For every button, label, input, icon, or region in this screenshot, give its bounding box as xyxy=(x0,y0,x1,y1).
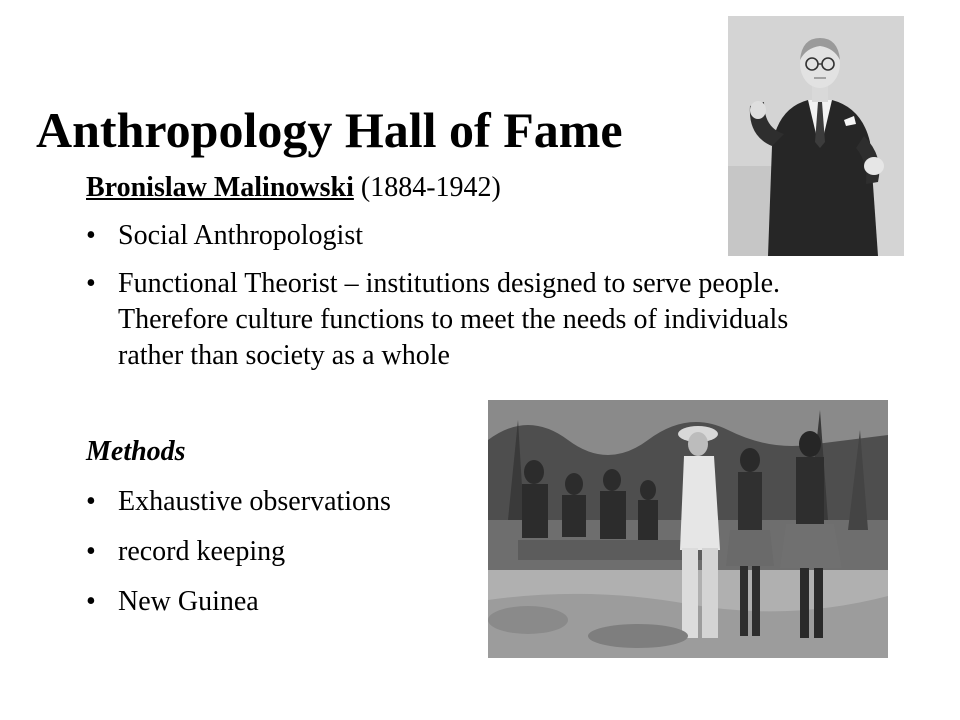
portrait-photo xyxy=(728,16,904,256)
portrait-illustration xyxy=(728,16,904,256)
bullet-dot: • xyxy=(86,486,96,517)
bullet-social-anthropologist xyxy=(86,218,363,254)
subject-years: (1884-1942) xyxy=(360,172,501,203)
methods-heading: Methods xyxy=(86,436,186,467)
bullet-new-guinea xyxy=(86,584,259,620)
bullet-record-keeping xyxy=(86,534,285,570)
bullet-dot: • xyxy=(86,536,96,567)
field-illustration xyxy=(488,400,888,658)
bullet-text: Exhaustive observations xyxy=(118,486,391,517)
bullet-dot: • xyxy=(86,268,96,299)
bullet-functional-theorist xyxy=(86,266,836,374)
field-photo xyxy=(488,400,888,658)
bullet-exhaustive-observations xyxy=(86,484,391,520)
subject-line xyxy=(86,170,501,206)
bullet-text: Functional Theorist – institutions designed to serve people. Therefore culture functions to meet the needs of individuals rather than society as a whole xyxy=(118,268,789,371)
bullet-text: Social Anthropologist xyxy=(118,220,363,251)
subject-name: Bronislaw Malinowski xyxy=(86,172,354,203)
bullet-text: record keeping xyxy=(118,536,286,567)
slide-title: Anthropology Hall of Fame xyxy=(36,102,623,158)
bullet-dot: • xyxy=(86,586,96,617)
bullet-text: New Guinea xyxy=(118,586,259,617)
bullet-dot: • xyxy=(86,220,96,251)
